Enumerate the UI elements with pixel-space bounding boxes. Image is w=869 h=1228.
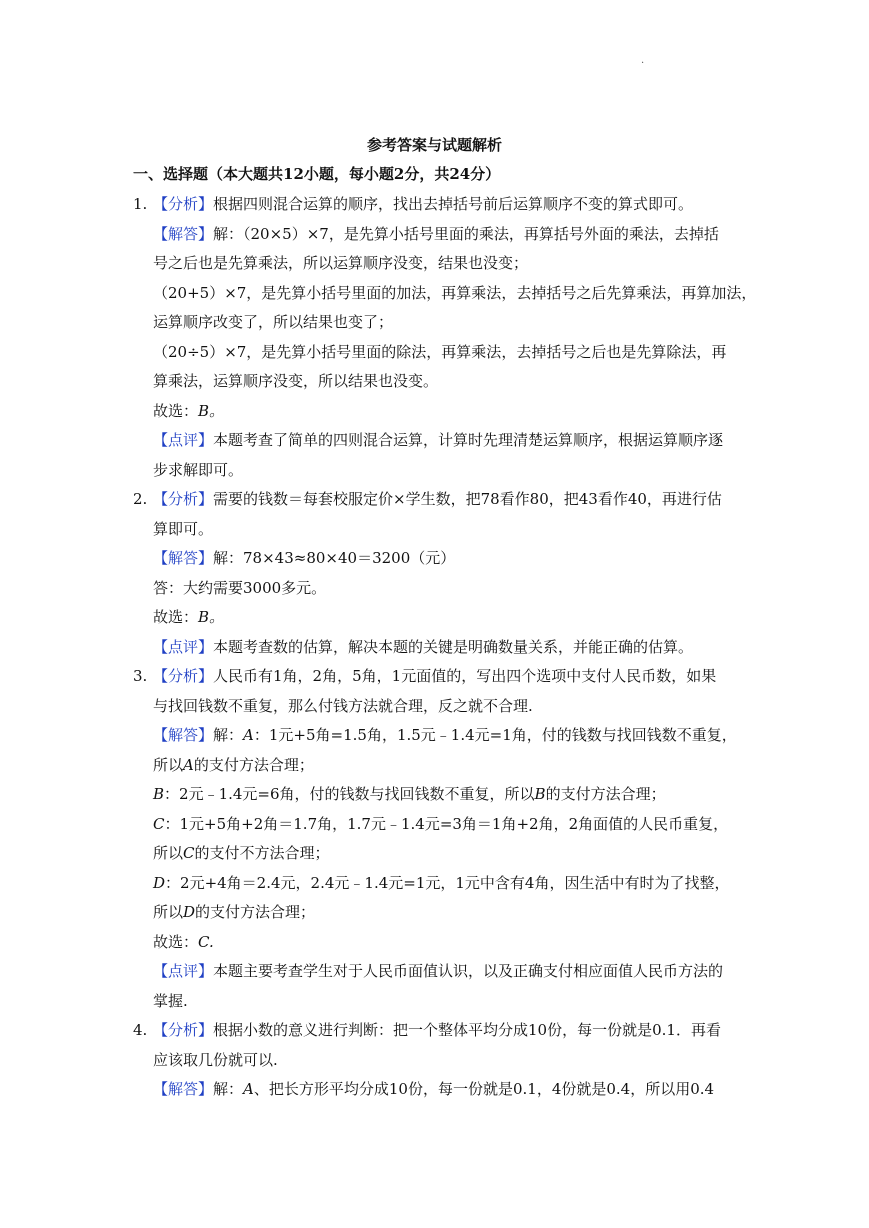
q1-solution-line: 算乘法，运算顺序没变，所以结果也没变。 [153,372,439,390]
q1-comment [133,426,739,456]
q1-analysis [133,190,739,220]
answer-body [133,190,757,1105]
q4-analysis-text: 根据小数的意义进行判断：把一个整体平均分成10份，每一份就是0.1．再看 [213,1021,721,1039]
solution-prefix: 解： [213,726,244,744]
q2-choice [133,603,739,633]
q1-comment-text: 本题考查了简单的四则混合运算，计算时先理清楚运算顺序，根据运算顺序逐 [213,431,724,449]
comment-tag: 【点评】 [153,962,214,980]
q3-analysis-text: 人民币有1角，2角，5角，1元面值的，写出四个选项中支付人民币数，如果 [213,667,717,685]
comment-tag: 【点评】 [153,637,214,656]
q4-analysis [133,1016,739,1046]
q3-solution-text: 的支付方法合理； [195,903,316,921]
analysis-tag: 【分析】 [153,490,214,508]
q3-solution-text: 的支付方法合理； [193,755,314,774]
q3-solution-text: ：1元+5角=1.5角，1.5元﹣1.4元=1角，付的钱数与找回钱数不重复， [253,726,737,744]
choice-answer: B。 [198,401,225,420]
option-letter: C [153,814,165,833]
q3-solution-text: ：2元﹣1.4元=6角，付的钱数与找回钱数不重复，所以 [164,785,535,803]
choice-answer: C. [198,932,214,951]
q3-analysis-line: 与找回钱数不重复，那么付钱方法就合理，反之就不合理. [153,696,533,715]
page-title: 参考答案与试题解析 [366,136,502,154]
choice-prefix: 故选： [153,932,199,951]
q2-solution-line [133,544,739,574]
q2-solution-text: 解：78×43≈80×40＝3200（元） [213,549,456,567]
q3-solution-text: 的支付不方法合理； [194,844,330,862]
q3-choice [133,928,739,958]
q3-solution-text: 所以 [153,844,184,862]
question-number: 4. [133,1021,148,1039]
analysis-tag: 【分析】 [153,1021,214,1039]
option-letter: D [183,903,196,921]
q3-solution-text: 所以 [153,755,184,774]
q1-choice [133,397,739,427]
choice-prefix: 故选： [153,401,199,420]
q3-analysis [133,662,739,692]
q1-comment-line: 步求解即可。 [153,460,244,479]
solution-tag: 【解答】 [153,224,214,243]
q1-solution-line [133,220,739,250]
q4-analysis-line: 应该取几份就可以. [153,1050,278,1069]
q3-solution-text: 所以 [153,903,184,921]
solution-tag: 【解答】 [153,726,214,744]
q2-solution-line: 答：大约需要3000多元。 [153,578,327,597]
q3-comment [133,957,739,987]
q3-solution-text: ：2元+4角＝2.4元，2.4元﹣1.4元=1元，1元中含有4角，因生活中有时为了找整， [165,873,730,892]
solution-tag: 【解答】 [153,549,214,567]
q1-solution-text: 解：（20×5）×7，是先算小括号里面的乘法，再算括号外面的乘法，去掉括 [213,224,719,243]
solution-prefix: 解： [213,1080,244,1098]
q3-solution-line [133,839,739,869]
q4-solution-line [133,1075,739,1105]
q3-solution-line [133,869,739,899]
q1-solution-line: 号之后也是先算乘法，所以运算顺序没变，结果也没变； [153,254,529,272]
q2-analysis-line: 算即可。 [153,519,214,538]
header-dot: . [641,55,645,66]
question-number: 2. [133,490,148,508]
option-letter: A [243,1080,254,1098]
q3-solution-line [133,780,739,810]
option-letter: D [153,873,166,892]
section-heading: 一、选择题（本大题共12小题，每小题2分，共24分） [133,165,501,183]
option-letter: B [534,785,546,803]
q3-solution-text: 的支付方法合理； [545,785,666,803]
q1-solution-line: （20÷5）×7，是先算小括号里面的除法，再算乘法，去掉括号之后也是先算除法，再 [153,342,727,361]
q3-solution-line [133,810,739,840]
solution-tag: 【解答】 [153,1080,214,1098]
option-letter: A [243,726,254,744]
question-number: 3. [133,667,148,685]
option-letter: B [153,785,165,803]
analysis-tag: 【分析】 [153,195,214,213]
option-letter: C [183,844,195,862]
question-number: 1. [133,195,148,213]
q2-analysis-text: 需要的钱数＝每套校服定价×学生数，把78看作80，把43看作40，再进行估 [213,490,722,508]
analysis-tag: 【分析】 [153,667,214,685]
choice-prefix: 故选： [153,608,199,626]
q3-solution-line [133,721,739,751]
q1-solution-line: 运算顺序改变了，所以结果也变了； [153,313,394,331]
q3-solution-line [133,751,739,781]
q2-comment-text: 本题考查数的估算，解决本题的关键是明确数量关系，并能正确的估算。 [213,637,694,656]
choice-answer: B。 [198,608,225,626]
q1-solution-line: （20+5）×7，是先算小括号里面的加法，再算乘法，去掉括号之后先算乘法，再算加法， [153,283,757,302]
q4-solution-text: 、把长方形平均分成10份，每一份就是0.1，4份就是0.4，所以用0.4 [253,1080,715,1098]
q3-solution-line [133,898,739,928]
option-letter: A [183,755,194,774]
q3-comment-line: 掌握. [153,991,188,1010]
q3-solution-text: ：1元+5角+2角＝1.7角，1.7元﹣1.4元=3角＝1角+2角，2角面值的人民币重复， [164,814,729,833]
q2-analysis [133,485,739,515]
q3-comment-text: 本题主要考查学生对于人民币面值认识，以及正确支付相应面值人民币方法的 [213,962,724,980]
q2-comment [133,633,739,663]
q1-analysis-text: 根据四则混合运算的顺序，找出去掉括号前后运算顺序不变的算式即可。 [213,195,694,213]
comment-tag: 【点评】 [153,431,214,449]
